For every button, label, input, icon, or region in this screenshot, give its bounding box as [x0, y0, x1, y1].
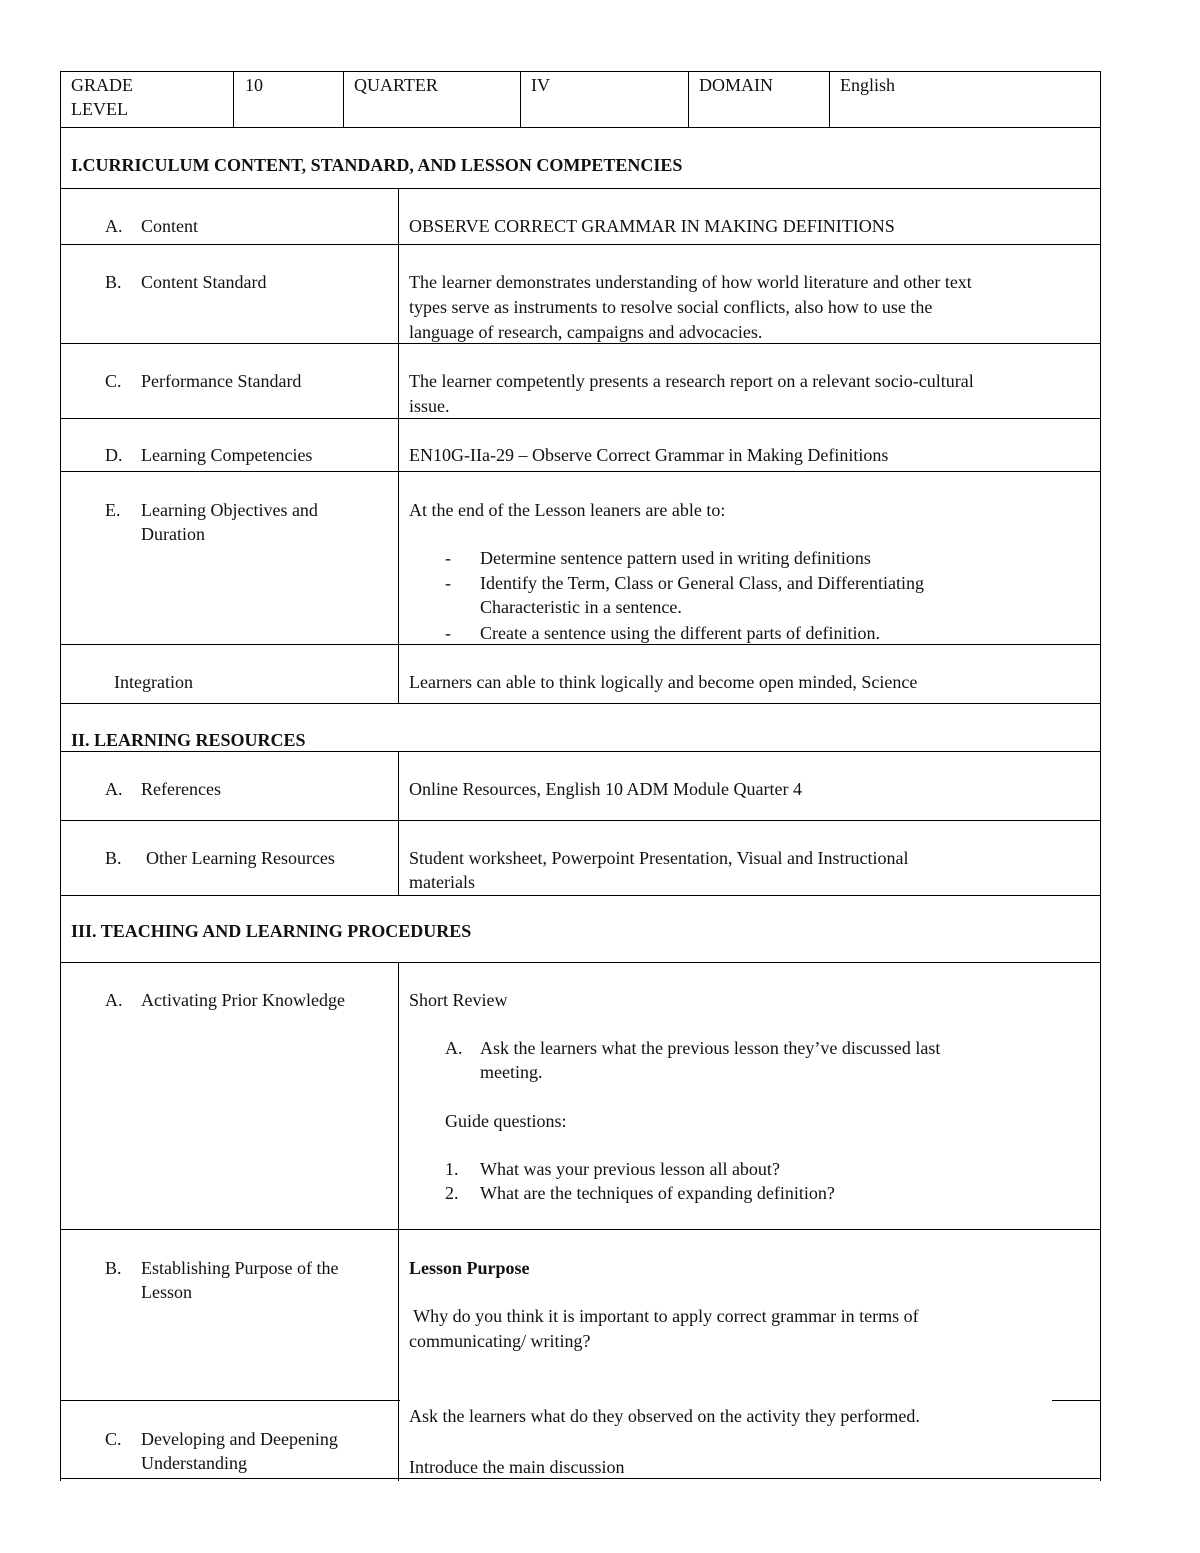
objective-item: Characteristic in a sentence. [480, 597, 682, 617]
row-divider [60, 962, 1101, 963]
purpose-label: Lesson [141, 1282, 192, 1302]
row-divider [60, 1229, 1101, 1230]
developing-label: Understanding [141, 1453, 247, 1473]
performance-standard-line: issue. [409, 396, 450, 416]
activating-marker: A. [105, 990, 123, 1010]
row-divider [60, 471, 1101, 472]
performance-standard-marker: C. [105, 371, 122, 391]
question-number: 2. [445, 1183, 459, 1203]
performance-standard-label: Performance Standard [141, 371, 302, 391]
activating-item-line: meeting. [480, 1062, 543, 1082]
row-divider [60, 703, 1101, 704]
row-divider [60, 1400, 400, 1401]
col-divider [520, 71, 521, 128]
row-divider [60, 127, 1101, 128]
content-value: OBSERVE CORRECT GRAMMAR IN MAKING DEFINITIONS [409, 216, 895, 236]
grade-level-label [71, 73, 191, 121]
col-divider [688, 71, 689, 128]
guide-questions-heading: Guide questions: [445, 1111, 567, 1131]
activating-heading: Short Review [409, 990, 508, 1010]
content-standard-line: The learner demonstrates understanding of how world literature and other text [409, 272, 972, 292]
section-3-title: III. TEACHING AND LEARNING PROCEDURES [71, 921, 472, 941]
developing-line: Ask the learners what do they observed on the activity they performed. [409, 1406, 920, 1426]
question-number: 1. [445, 1159, 459, 1179]
learning-competencies-value: EN10G-IIa-29 – Observe Correct Grammar in Making Definitions [409, 445, 889, 465]
content-standard-line: types serve as instruments to resolve social conflicts, also how to use the [409, 297, 933, 317]
learning-competencies-marker: D. [105, 445, 123, 465]
other-resources-line: Student worksheet, Powerpoint Presentation, Visual and Instructional [409, 848, 909, 868]
references-value: Online Resources, English 10 ADM Module Quarter 4 [409, 779, 802, 799]
content-standard-line: language of research, campaigns and advocacies. [409, 322, 763, 342]
objectives-intro: At the end of the Lesson leaners are able to: [409, 500, 726, 520]
content-label: Content [141, 216, 198, 236]
col-divider [343, 71, 344, 128]
row-divider [60, 188, 1101, 189]
row-divider [60, 820, 1101, 821]
col-divider [398, 188, 399, 704]
objectives-label: Learning Objectives and [141, 500, 318, 520]
content-standard-label: Content Standard [141, 272, 267, 292]
other-resources-label: Other Learning Resources [146, 848, 335, 868]
other-resources-marker: B. [105, 848, 122, 868]
col-divider [398, 962, 399, 1481]
integration-value: Learners can able to think logically and become open minded, Science [409, 672, 918, 692]
references-marker: A. [105, 779, 123, 799]
grade-level-value: 10 [245, 75, 263, 95]
objectives-label: Duration [141, 524, 205, 544]
objective-item: Determine sentence pattern used in writing definitions [480, 548, 871, 568]
activating-item-line: Ask the learners what the previous lesson they’ve discussed last [480, 1038, 941, 1058]
integration-label: Integration [114, 672, 193, 692]
purpose-marker: B. [105, 1258, 122, 1278]
row-divider [1052, 1400, 1101, 1401]
content-marker: A. [105, 216, 123, 236]
grade-level-label-text: GRADE LEVEL [71, 75, 133, 119]
section-2-title: II. LEARNING RESOURCES [71, 730, 306, 750]
references-label: References [141, 779, 221, 799]
developing-marker: C. [105, 1429, 122, 1449]
lesson-purpose-line: communicating/ writing? [409, 1331, 591, 1351]
domain-value: English [840, 75, 896, 95]
lesson-purpose-heading: Lesson Purpose [409, 1258, 530, 1278]
question-text: What are the techniques of expanding definition? [480, 1183, 835, 1203]
learning-competencies-label: Learning Competencies [141, 445, 313, 465]
bullet-marker: - [445, 623, 451, 643]
other-resources-line: materials [409, 872, 475, 892]
question-text: What was your previous lesson all about? [480, 1159, 780, 1179]
developing-label: Developing and Deepening [141, 1429, 338, 1449]
bullet-marker: - [445, 548, 451, 568]
section-1-title: I.CURRICULUM CONTENT, STANDARD, AND LESSON COMPETENCIES [71, 155, 683, 175]
purpose-label: Establishing Purpose of the [141, 1258, 339, 1278]
developing-line: Introduce the main discussion [409, 1457, 625, 1477]
activating-label: Activating Prior Knowledge [141, 990, 345, 1010]
bullet-marker: - [445, 573, 451, 593]
objective-item: Create a sentence using the different parts of definition. [480, 623, 881, 643]
objective-item: Identify the Term, Class or General Class, and Differentiating [480, 573, 924, 593]
domain-label: DOMAIN [699, 75, 773, 95]
col-divider [829, 71, 830, 128]
row-divider [60, 418, 1101, 419]
lesson-purpose-line: Why do you think it is important to apply correct grammar in terms of [409, 1306, 919, 1326]
row-divider [60, 895, 1101, 896]
objectives-marker: E. [105, 500, 121, 520]
col-divider [233, 71, 234, 128]
activating-item-marker: A. [445, 1038, 463, 1058]
quarter-label: QUARTER [354, 75, 438, 95]
row-divider [60, 244, 1101, 245]
quarter-value: IV [531, 75, 550, 95]
content-standard-marker: B. [105, 272, 122, 292]
performance-standard-line: The learner competently presents a research report on a relevant socio-cultural [409, 371, 974, 391]
col-divider [398, 751, 399, 896]
